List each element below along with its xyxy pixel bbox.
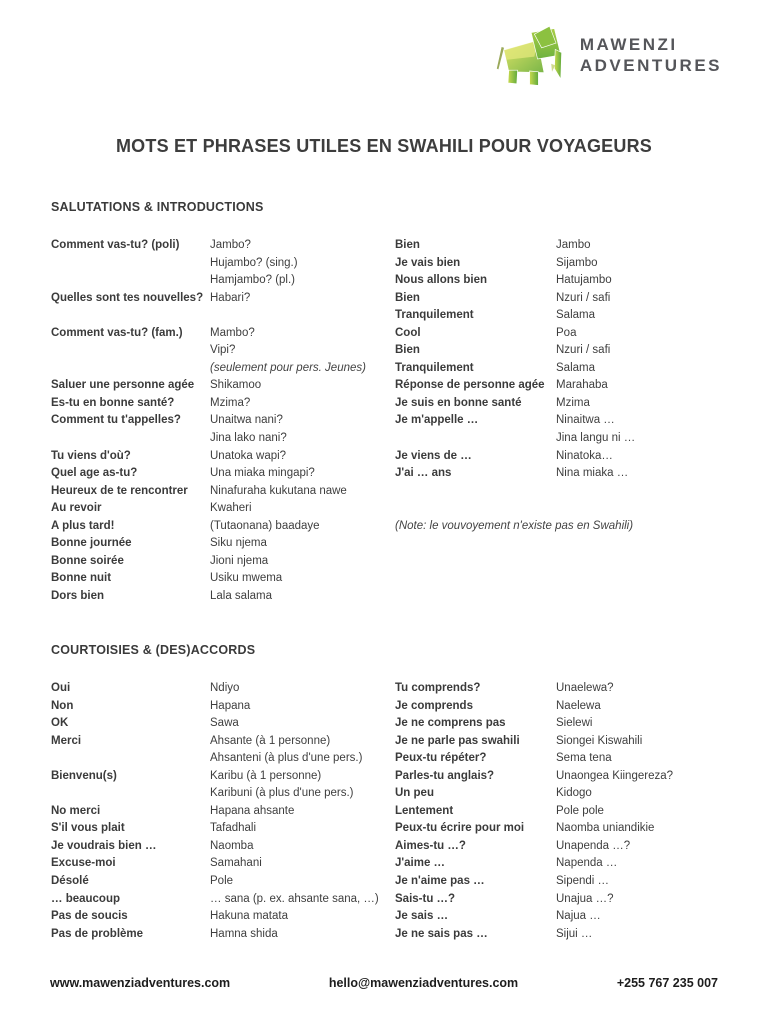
- phrase-french: Dors bien: [51, 589, 105, 602]
- phrase-swahili: Mzima: [556, 396, 590, 409]
- phrase-french: Tu comprends?: [395, 682, 481, 694]
- footer-phone[interactable]: +255 767 235 007: [616, 976, 718, 990]
- phrase-french: Je viens de …: [395, 449, 472, 462]
- phrase-swahili: Pole: [210, 875, 234, 888]
- phrase-swahili: Mambo?: [210, 326, 255, 339]
- phrase-swahili: Samahani: [210, 857, 262, 870]
- phrase-french: OK: [51, 717, 69, 730]
- phrase-french: Quel age as-tu?: [51, 467, 138, 480]
- phrase-french: Au revoir: [51, 502, 102, 515]
- phrase-swahili: Unatoka wapi?: [210, 449, 287, 462]
- phrase-swahili: Karibu (à 1 personne): [210, 769, 322, 782]
- phrase-french: (Note: le vouvoyement n'existe pas en Swahili): [395, 519, 634, 532]
- phrase-swahili: Karibuni (à plus d'une pers.): [210, 787, 354, 800]
- phrase-swahili: (seulement pour pers. Jeunes): [210, 361, 366, 374]
- phrase-french: Bienvenu(s): [51, 769, 117, 782]
- phrase-french: J'aime …: [395, 857, 446, 870]
- phrase-swahili: Jambo?: [210, 239, 251, 251]
- phrase-french: Pas de soucis: [51, 910, 128, 923]
- phrase-swahili: Pole pole: [556, 804, 604, 817]
- phrase-swahili: Siku njema: [210, 537, 267, 550]
- phrase-swahili: Nina miaka …: [556, 467, 629, 480]
- phrase-french: Je vais bien: [395, 256, 461, 269]
- phrase-swahili: Najua …: [556, 910, 601, 923]
- phrase-french: Lentement: [395, 804, 454, 817]
- phrase-french: … beaucoup: [51, 892, 121, 905]
- phrase-french: Je comprends: [395, 699, 473, 712]
- phrase-french: No merci: [51, 804, 101, 817]
- company-logo: [496, 22, 722, 88]
- logo-wordmark: [580, 34, 722, 76]
- phrase-swahili: Sielewi: [556, 717, 593, 730]
- phrase-swahili: Naomba uniandikie: [556, 822, 655, 835]
- phrase-swahili: Sipendi …: [556, 875, 610, 888]
- phrase-swahili: Shikamoo: [210, 379, 262, 392]
- phrase-swahili: Napenda …: [556, 857, 618, 870]
- phrase-french: Comment vas-tu? (poli): [51, 239, 180, 251]
- phrase-swahili: Jina lako nani?: [210, 432, 287, 445]
- phrase-swahili: Hakuna matata: [210, 910, 288, 923]
- phrase-french: Nous allons bien: [395, 274, 488, 287]
- phrase-swahili: Hamna shida: [210, 927, 278, 940]
- phrase-french: Bonne journée: [51, 537, 132, 550]
- phrase-french: Heureux de te rencontrer: [51, 484, 188, 497]
- phrase-swahili: Unaongea Kiingereza?: [556, 769, 674, 782]
- phrase-swahili: Hatujambo: [556, 274, 612, 287]
- phrase-swahili: Sema tena: [556, 752, 612, 765]
- phrase-french: Je ne parle pas swahili: [395, 734, 520, 747]
- phrase-french: A plus tard!: [51, 519, 115, 532]
- phrase-french: Aimes-tu …?: [395, 839, 466, 852]
- phrase-swahili: Hapana ahsante: [210, 804, 295, 817]
- phrase-swahili: Hujambo? (sing.): [210, 256, 298, 269]
- phrase-french: Réponse de personne agée: [395, 379, 545, 392]
- phrase-swahili: Ahsanteni (à plus d'une pers.): [210, 752, 363, 765]
- phrase-swahili: Jina langu ni …: [556, 432, 636, 445]
- section-heading-salutations: SALUTATIONS & INTRODUCTIONS: [51, 200, 264, 214]
- phrase-french: Non: [51, 699, 74, 712]
- phrase-french: Comment vas-tu? (fam.): [51, 326, 183, 339]
- phrase-swahili: Hapana: [210, 699, 251, 712]
- phrase-french: Désolé: [51, 875, 89, 888]
- elephant-origami-icon: [496, 22, 568, 88]
- phrase-french: Je sais …: [395, 910, 449, 923]
- phrase-table-salutations: [51, 237, 719, 605]
- phrase-french: Bonne soirée: [51, 554, 124, 567]
- phrase-swahili: Nzuri / safi: [556, 344, 611, 357]
- phrase-swahili: Tafadhali: [210, 822, 257, 835]
- phrase-swahili: Habari?: [210, 291, 251, 304]
- phrase-french: Merci: [51, 734, 82, 747]
- phrase-swahili: Nzuri / safi: [556, 291, 611, 304]
- phrase-swahili: Ndiyo: [210, 682, 240, 694]
- phrase-french: Bien: [395, 344, 420, 357]
- phrase-swahili: Ninafuraha kukutana nawe: [210, 484, 347, 497]
- phrase-swahili: Kidogo: [556, 787, 592, 800]
- phrase-swahili: Unaelewa?: [556, 682, 614, 694]
- phrase-french: Je m'appelle …: [395, 414, 479, 427]
- phrase-swahili: Sijui …: [556, 927, 593, 940]
- phrase-french: Quelles sont tes nouvelles?: [51, 291, 204, 304]
- phrase-swahili: Naelewa: [556, 699, 601, 712]
- phrase-swahili: Una miaka mingapi?: [210, 467, 315, 480]
- phrase-french: Cool: [395, 326, 421, 339]
- phrase-french: Peux-tu écrire pour moi: [395, 822, 525, 835]
- phrase-french: Pas de problème: [51, 927, 144, 940]
- footer: [50, 976, 718, 990]
- phrase-swahili: Jioni njema: [210, 554, 269, 567]
- phrase-swahili: Unaitwa nani?: [210, 414, 283, 427]
- phrase-swahili: Unajua …?: [556, 892, 614, 905]
- phrase-french: Bien: [395, 239, 420, 251]
- phrase-swahili: Ninaitwa …: [556, 414, 615, 427]
- phrase-french: Tranquilement: [395, 309, 474, 322]
- phrase-french: Je suis en bonne santé: [395, 396, 522, 409]
- phrase-swahili: Ninatoka…: [556, 449, 613, 462]
- phrase-french: Peux-tu répéter?: [395, 752, 487, 765]
- phrase-table-courtoisies: [51, 680, 719, 943]
- phrase-swahili: Sawa: [210, 717, 239, 730]
- phrase-swahili: Salama: [556, 309, 595, 322]
- phrase-swahili: Vipi?: [210, 344, 236, 357]
- phrase-swahili: … sana (p. ex. ahsante sana, …): [210, 892, 379, 905]
- phrase-french: Excuse-moi: [51, 857, 116, 870]
- phrase-swahili: Lala salama: [210, 589, 273, 602]
- phrase-swahili: Hamjambo? (pl.): [210, 274, 295, 287]
- page-title: MOTS ET PHRASES UTILES EN SWAHILI POUR VOYAGEURS: [115, 136, 652, 156]
- phrase-swahili: Sijambo: [556, 256, 598, 269]
- phrase-french: Es-tu en bonne santé?: [51, 396, 175, 409]
- phrase-swahili: Mzima?: [210, 396, 251, 409]
- phrase-swahili: Salama: [556, 361, 595, 374]
- phrase-french: Saluer une personne agée: [51, 379, 195, 392]
- phrase-swahili: Usiku mwema: [210, 572, 283, 585]
- logo-line2: ADVENTURES: [579, 56, 722, 75]
- phrase-french: Bien: [395, 291, 420, 304]
- phrase-french: S'il vous plait: [51, 822, 125, 835]
- section-heading-courtoisies: COURTOISIES & (DES)ACCORDS: [51, 643, 256, 657]
- phrase-swahili: Ahsante (à 1 personne): [210, 734, 331, 747]
- phrase-swahili: Siongei Kiswahili: [556, 734, 643, 747]
- phrase-french: Comment tu t'appelles?: [51, 414, 181, 427]
- phrase-swahili: Naomba: [210, 839, 254, 852]
- phrase-french: Sais-tu …?: [395, 892, 456, 905]
- phrase-french: Parles-tu anglais?: [395, 769, 495, 782]
- phrase-french: Je voudrais bien …: [51, 839, 157, 852]
- footer-website-link[interactable]: www.mawenziadventures.com: [50, 976, 231, 990]
- phrase-french: Je ne comprens pas: [395, 717, 506, 730]
- phrase-swahili: Unapenda …?: [556, 839, 631, 852]
- phrase-french: Bonne nuit: [51, 572, 112, 585]
- logo-line1: MAWENZI: [579, 35, 678, 54]
- phrase-swahili: Jambo: [556, 239, 591, 251]
- phrase-french: Tu viens d'où?: [51, 449, 131, 462]
- phrase-french: J'ai … ans: [395, 467, 452, 480]
- phrase-swahili: (Tutaonana) baadaye: [210, 519, 320, 532]
- phrase-swahili: Poa: [556, 326, 577, 339]
- phrase-french: Un peu: [395, 787, 434, 800]
- phrase-french: Tranquilement: [395, 361, 474, 374]
- phrase-french: Je n'aime pas …: [395, 875, 485, 888]
- phrase-french: Oui: [51, 682, 71, 694]
- phrase-french: Je ne sais pas …: [395, 927, 488, 940]
- phrase-swahili: Kwaheri: [210, 502, 252, 515]
- footer-email-link[interactable]: hello@mawenziadventures.com: [328, 976, 519, 990]
- phrase-swahili: Marahaba: [556, 379, 608, 392]
